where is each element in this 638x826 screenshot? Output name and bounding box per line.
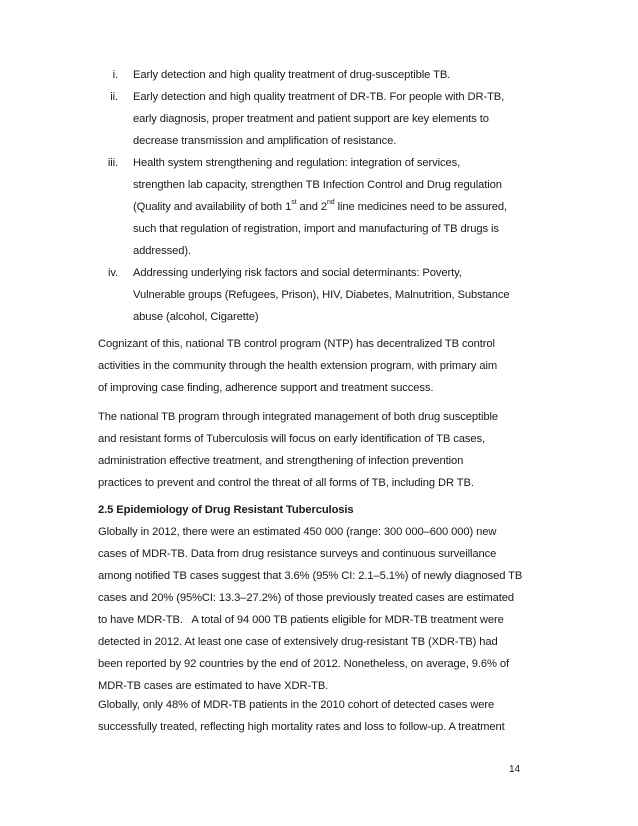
paragraph-integrated-management bbox=[98, 406, 548, 494]
text-line: early diagnosis, proper treatment and patient support are key elements to bbox=[133, 113, 489, 125]
list-item bbox=[94, 152, 544, 262]
text-line: of improving case finding, adherence support and treatment success. bbox=[98, 382, 434, 394]
text-line: successfully treated, reflecting high mortality rates and loss to follow-up. A treatment bbox=[98, 721, 505, 733]
list-number: i. bbox=[112, 69, 118, 81]
section-2-5 bbox=[98, 499, 548, 697]
text-line: Early detection and high quality treatment of drug-susceptible TB. bbox=[133, 69, 451, 81]
list-number: ii. bbox=[110, 91, 118, 103]
text-line: MDR-TB cases are estimated to have XDR-TB. bbox=[98, 680, 329, 692]
text-line-with-superscripts: (Quality and availability of both 1st and 2nd line medicines need to be assured, bbox=[133, 199, 508, 213]
text-line: Globally in 2012, there were an estimated 450 000 (range: 300 000–600 000) new bbox=[98, 526, 497, 538]
text-line: strengthen lab capacity, strengthen TB Infection Control and Drug regulation bbox=[133, 179, 502, 191]
text-line: Health system strengthening and regulation: integration of services, bbox=[133, 157, 461, 169]
text-line: abuse (alcohol, Cigarette) bbox=[133, 311, 259, 323]
text-line: cases and 20% (95%CI: 13.3–27.2%) of those previously treated cases are estimated bbox=[98, 592, 515, 604]
text-line: detected in 2012. At least one case of extensively drug-resistant TB (XDR-TB) had bbox=[98, 636, 498, 648]
text-line: practices to prevent and control the threat of all forms of TB, including DR TB. bbox=[98, 477, 474, 489]
page-number: 14 bbox=[509, 764, 520, 775]
superscript: nd bbox=[326, 199, 335, 207]
text-line: The national TB program through integrated management of both drug susceptible bbox=[98, 411, 498, 423]
numbered-list bbox=[94, 64, 544, 328]
paragraph-ntp-decentralization bbox=[98, 333, 548, 399]
list-item bbox=[94, 86, 544, 152]
text-line: Globally, only 48% of MDR-TB patients in the 2010 cohort of detected cases were bbox=[98, 699, 495, 711]
list-number: iv. bbox=[107, 267, 118, 279]
superscript: st bbox=[291, 199, 297, 207]
text-line: among notified TB cases suggest that 3.6% (95% CI: 2.1–5.1%) of newly diagnosed TB bbox=[98, 570, 523, 582]
text-line: Addressing underlying risk factors and social determinants: Poverty, bbox=[133, 267, 462, 279]
text-line: decrease transmission and amplification of resistance. bbox=[133, 135, 397, 147]
text-line: to have MDR-TB. A total of 94 000 TB patients eligible for MDR-TB treatment were bbox=[98, 614, 504, 626]
text-line: activities in the community through the health extension program, with primary aim bbox=[98, 360, 498, 372]
text-line: Vulnerable groups (Refugees, Prison), HIV, Diabetes, Malnutrition, Substance bbox=[133, 289, 510, 301]
text-line: Early detection and high quality treatment of DR-TB. For people with DR-TB, bbox=[133, 91, 505, 103]
section-heading: 2.5 Epidemiology of Drug Resistant Tuberculosis bbox=[98, 504, 354, 516]
list-item bbox=[94, 64, 544, 86]
text-line: cases of MDR-TB. Data from drug resistance surveys and continuous surveillance bbox=[98, 548, 497, 560]
text-line: addressed). bbox=[133, 245, 191, 257]
paragraph-treatment-outcomes bbox=[98, 694, 548, 738]
list-number: iii. bbox=[107, 157, 118, 169]
text-line: and resistant forms of Tuberculosis will focus on early identification of TB cases, bbox=[98, 433, 485, 445]
text-line: such that regulation of registration, import and manufacturing of TB drugs is bbox=[133, 223, 499, 235]
text-line: Cognizant of this, national TB control program (NTP) has decentralized TB control bbox=[98, 338, 495, 350]
list-item bbox=[94, 262, 544, 328]
text-line: administration effective treatment, and strengthening of infection prevention bbox=[98, 455, 464, 467]
text-line: been reported by 92 countries by the end of 2012. Nonetheless, on average, 9.6% of bbox=[98, 658, 509, 670]
